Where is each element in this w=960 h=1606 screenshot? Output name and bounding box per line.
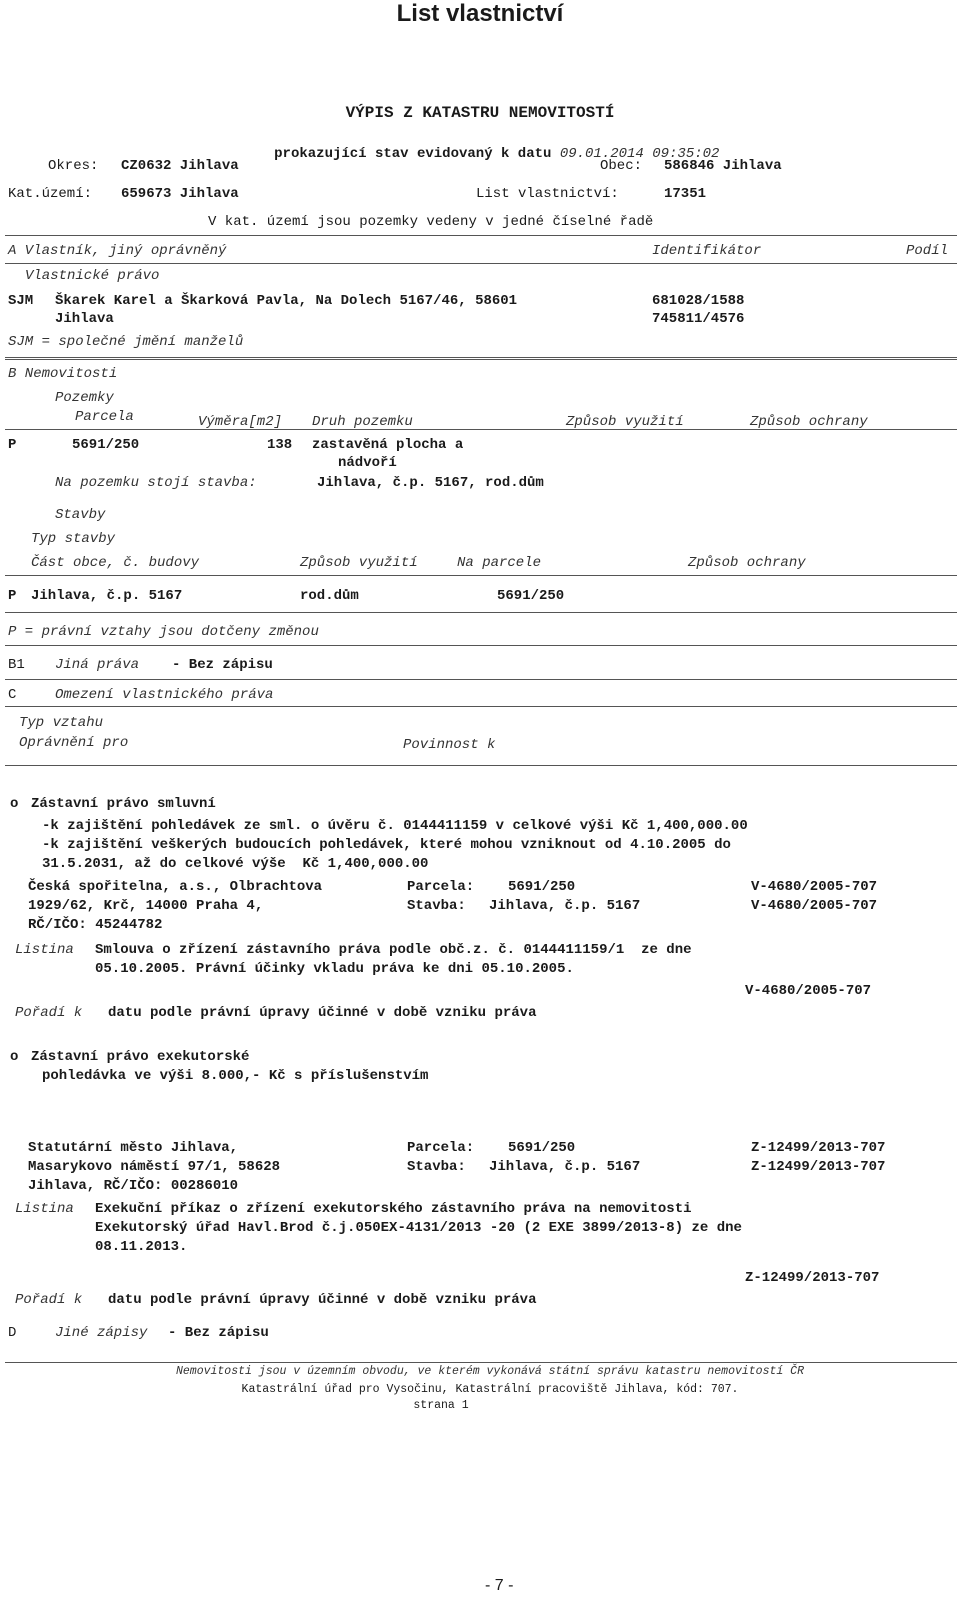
poradi-text: datu podle právní úpravy účinné v době vzniku práva: [108, 1005, 537, 1021]
entry-party-line: RČ/IČO: 45244782: [28, 917, 163, 933]
divider: [5, 575, 957, 576]
sjm-note: SJM = společné jmění manželů: [8, 334, 244, 350]
entry-desc-line: 31.5.2031, až do celkové výše Kč 1,400,000.00: [42, 856, 429, 872]
owner-name-line1: Škarek Karel a Škarková Pavla, Na Dolech 5167/46, 58601: [55, 293, 518, 309]
owner-name-line2: Jihlava: [55, 311, 114, 327]
typ-stavby-label: Typ stavby: [31, 531, 116, 547]
entry-object-value: 5691/250: [508, 879, 576, 895]
entry-ref: V-4680/2005-707: [751, 879, 878, 895]
entry-bullet: o: [10, 796, 19, 812]
col-ochrana: Způsob ochrany: [750, 414, 868, 430]
vlastnicke-pravo-label: Vlastnické právo: [25, 268, 160, 284]
divider: [5, 612, 957, 613]
podil-label: Podíl: [906, 243, 949, 259]
listina-line: 05.10.2005. Právní účinky vkladu práva ke dni 05.10.2005.: [95, 961, 574, 977]
owner-code: SJM: [8, 293, 34, 309]
lv-value: 17351: [664, 186, 707, 202]
section-d-value: - Bez zápisu: [168, 1325, 269, 1341]
identifikator-label: Identifikátor: [652, 243, 762, 259]
divider: [5, 357, 957, 360]
entry-party-line: Česká spořitelna, a.s., Olbrachtova: [28, 879, 323, 895]
section-b1-label: Jiná práva: [55, 657, 140, 673]
entry-object-value: Jihlava, č.p. 5167: [489, 898, 641, 914]
section-c-code: C: [8, 687, 17, 703]
listina-line: 08.11.2013.: [95, 1239, 188, 1255]
stavba-label: Na pozemku stojí stavba:: [55, 475, 257, 491]
obec-value: 586846 Jihlava: [664, 158, 782, 174]
entry-desc-line: -k zajištění veškerých budoucích pohledávek, které mohou vzniknout od 4.10.2005 do: [42, 837, 731, 853]
footer-line-3: strana 1: [413, 1399, 469, 1412]
divider: [5, 765, 957, 766]
okres-value: CZ0632 Jihlava: [121, 158, 239, 174]
entry-party-line: Jihlava, RČ/IČO: 00286010: [28, 1178, 239, 1194]
entry-desc-line: pohledávka ve výši 8.000,- Kč s příslušenstvím: [42, 1068, 429, 1084]
divider: [5, 1362, 957, 1363]
listina-ref: V-4680/2005-707: [745, 983, 872, 999]
divider: [5, 645, 957, 646]
footer-line-2: Katastrální úřad pro Vysočinu, Katastrální pracoviště Jihlava, kód: 707.: [241, 1383, 739, 1396]
owner-id-2: 745811/4576: [652, 311, 745, 327]
opravneni-pro-label: Oprávnění pro: [19, 735, 129, 751]
lv-label: List vlastnictví:: [476, 186, 619, 202]
col-vymera: Výměra[m2]: [198, 414, 283, 430]
extract-datetime: 09.01.2014 09:35:02: [559, 146, 720, 162]
divider: [5, 679, 957, 680]
stavby-label: Stavby: [55, 507, 106, 523]
divider: [5, 263, 957, 264]
entry-object-value: 5691/250: [508, 1140, 576, 1156]
entry-desc-line: -k zajištění pohledávek ze sml. o úvěru č. 0144411159 v celkové výši Kč 1,400,000.00: [42, 818, 748, 834]
pozemek-vymera: 138: [267, 437, 293, 453]
col-zpusob-ochrany: Způsob ochrany: [688, 555, 806, 571]
listina-ref: Z-12499/2013-707: [745, 1270, 880, 1286]
entry-ref: V-4680/2005-707: [751, 898, 878, 914]
entry-object-label: Stavba:: [407, 898, 466, 914]
subheading-prefix: prokazující stav evidovaný k datu: [274, 146, 552, 162]
footer-line-1: Nemovitosti jsou v územním obvodu, ve kterém vykonává státní správu katastru nemovitostí ČR: [175, 1365, 804, 1378]
poradi-text: datu podle právní úpravy účinné v době vzniku práva: [108, 1292, 537, 1308]
entry-title: Zástavní právo exekutorské: [31, 1049, 250, 1065]
entry-title: Zástavní právo smluvní: [31, 796, 216, 812]
entry-object-value: Jihlava, č.p. 5167: [489, 1159, 641, 1175]
katuzemi-label: Kat.území:: [8, 186, 93, 202]
divider: [5, 706, 957, 707]
listina-line: Smlouva o zřízení zástavního práva podle obč.z. č. 0144411159/1 ze dne: [95, 942, 692, 958]
entry-bullet: o: [10, 1049, 19, 1065]
listina-line: Exekuční příkaz o zřízení exekutorského zástavního práva na nemovitosti: [95, 1201, 692, 1217]
section-b1-value: - Bez zápisu: [172, 657, 273, 673]
p-note: P = právní vztahy jsou dotčeny změnou: [8, 624, 319, 640]
col-cast-obce: Část obce, č. budovy: [31, 555, 200, 571]
stavba-cast-obce: Jihlava, č.p. 5167: [31, 588, 183, 604]
pozemky-label: Pozemky: [55, 390, 114, 406]
section-a-heading: A Vlastník, jiný oprávněný: [8, 243, 227, 259]
section-d-code: D: [8, 1325, 17, 1341]
section-b-heading: B Nemovitosti: [8, 366, 118, 382]
divider: [5, 429, 957, 430]
listina-label: Listina: [15, 942, 74, 958]
pozemek-druh-line1: zastavěná plocha a: [312, 437, 464, 453]
divider: [5, 235, 957, 236]
pozemek-druh-line2: nádvoří: [338, 455, 397, 471]
owner-id-1: 681028/1588: [652, 293, 745, 309]
kat-uzemi-note: V kat. území jsou pozemky vedeny v jedné číselné řadě: [208, 214, 654, 230]
page-number: - 7 -: [485, 1577, 514, 1594]
section-b1-code: B1: [8, 657, 25, 673]
listina-line: Exekutorský úřad Havl.Brod č.j.050EX-4131/2013 -20 (2 EXE 3899/2013-8) ze dne: [95, 1220, 742, 1236]
section-c-heading: Omezení vlastnického práva: [55, 687, 274, 703]
col-parcela: Parcela: [75, 409, 134, 425]
obec-label: Obec:: [600, 158, 643, 174]
povinnost-k-label: Povinnost k: [403, 737, 496, 753]
listina-label: Listina: [15, 1201, 74, 1217]
page-title: List vlastnictví: [396, 0, 564, 27]
col-zpusob-vyuziti: Způsob využití: [300, 555, 418, 571]
poradi-label: Pořadí k: [15, 1292, 83, 1308]
pozemek-parcela: 5691/250: [72, 437, 140, 453]
pozemek-row-flag: P: [8, 437, 17, 453]
col-vyuziti: Způsob využití: [566, 414, 684, 430]
section-d-label: Jiné zápisy: [55, 1325, 148, 1341]
typ-vztahu-label: Typ vztahu: [19, 715, 104, 731]
katuzemi-value: 659673 Jihlava: [121, 186, 239, 202]
entry-object-label: Parcela:: [407, 879, 475, 895]
stavba-vyuziti: rod.dům: [300, 588, 359, 604]
entry-ref: Z-12499/2013-707: [751, 1159, 886, 1175]
col-na-parcele: Na parcele: [457, 555, 542, 571]
entry-object-label: Parcela:: [407, 1140, 475, 1156]
okres-label: Okres:: [48, 158, 99, 174]
poradi-label: Pořadí k: [15, 1005, 83, 1021]
stavba-parcela: 5691/250: [497, 588, 565, 604]
stavba-value: Jihlava, č.p. 5167, rod.dům: [317, 475, 544, 491]
stavba-row-flag: P: [8, 588, 17, 604]
extract-heading: VÝPIS Z KATASTRU NEMOVITOSTÍ: [345, 104, 615, 122]
entry-party-line: Statutární město Jihlava,: [28, 1140, 239, 1156]
entry-party-line: Masarykovo náměstí 97/1, 58628: [28, 1159, 281, 1175]
entry-ref: Z-12499/2013-707: [751, 1140, 886, 1156]
entry-object-label: Stavba:: [407, 1159, 466, 1175]
entry-party-line: 1929/62, Krč, 14000 Praha 4,: [28, 898, 264, 914]
col-druh: Druh pozemku: [312, 414, 413, 430]
